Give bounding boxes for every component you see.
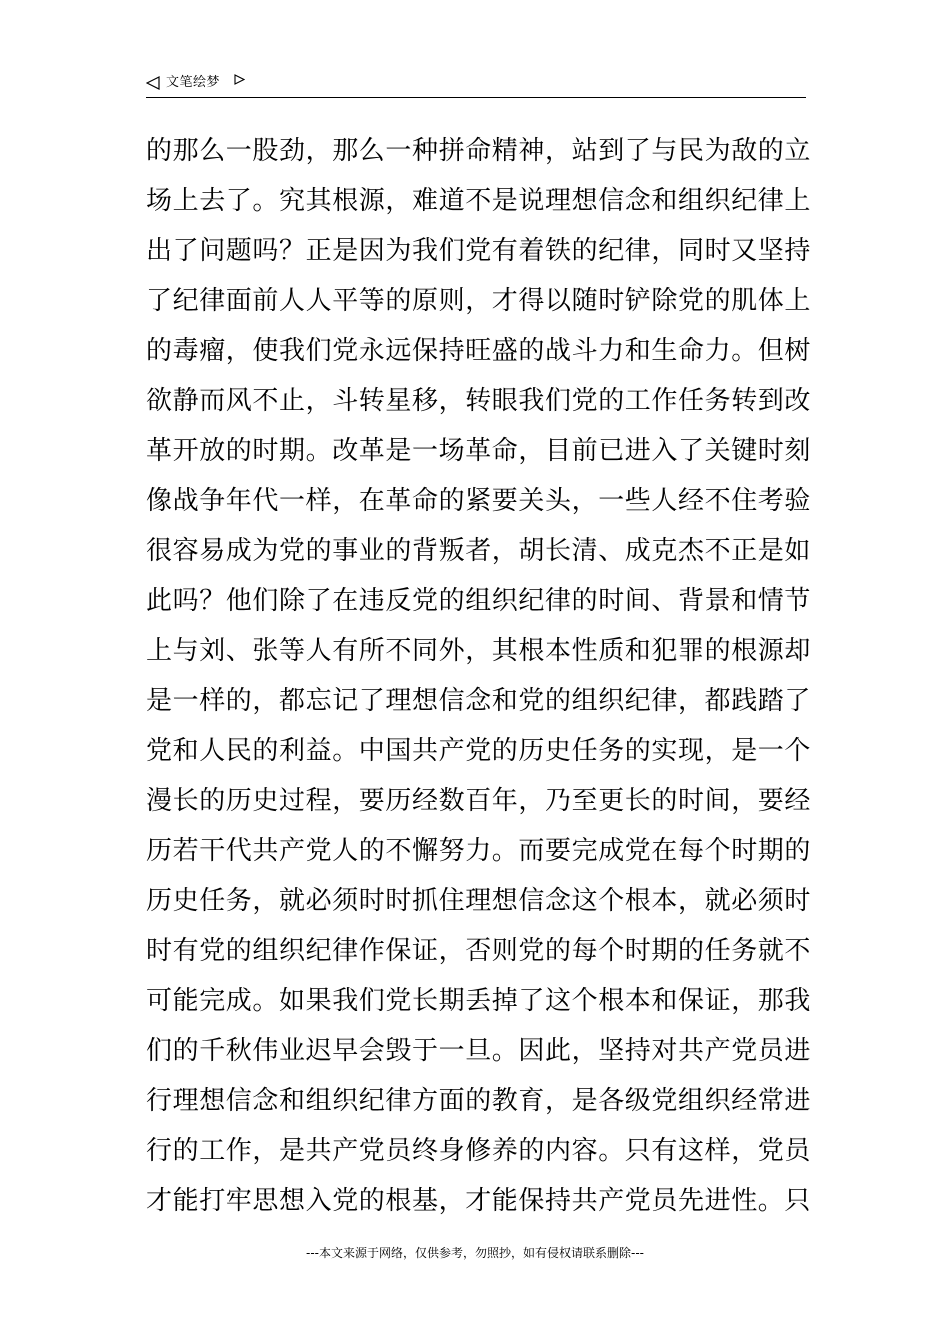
text-line: 的毒瘤，使我们党永远保持旺盛的战斗力和生命力。但树 — [146, 336, 812, 366]
text-line: 的那么一股劲，那么一种拼命精神，站到了与民为敌的立 — [146, 136, 812, 166]
body-text — [146, 126, 816, 1226]
text-line: 场上去了。究其根源，难道不是说理想信念和组织纪律上 — [146, 186, 812, 216]
text-line: 历史任务，就必须时时抓住理想信念这个根本，就必须时 — [146, 886, 812, 916]
text-line: 此吗？他们除了在违反党的组织纪律的时间、背景和情节 — [146, 586, 812, 616]
triangle-left-icon — [146, 76, 160, 90]
text-line: 可能完成。如果我们党长期丢掉了这个根本和保证，那我 — [146, 986, 812, 1016]
text-line: 了纪律面前人人平等的原则，才得以随时铲除党的肌体上 — [146, 286, 812, 316]
text-line: 出了问题吗？正是因为我们党有着铁的纪律，同时又坚持 — [146, 236, 812, 266]
text-line: 们的千秋伟业迟早会毁于一旦。因此，坚持对共产党员进 — [146, 1036, 812, 1066]
text-line: 漫长的历史过程，要历经数百年，乃至更长的时间，要经 — [146, 786, 812, 816]
text-line: 像战争年代一样，在革命的紧要关头，一些人经不住考验 — [146, 486, 812, 516]
page-header — [146, 72, 806, 98]
text-line: 很容易成为党的事业的背叛者，胡长清、成克杰不正是如 — [146, 536, 812, 566]
text-line: 历若干代共产党人的不懈努力。而要完成党在每个时期的 — [146, 836, 812, 866]
triangle-right-icon — [234, 74, 245, 85]
header-brand: 文笔绘梦 — [166, 75, 221, 90]
text-line: 时有党的组织纪律作保证，否则党的每个时期的任务就不 — [146, 936, 812, 966]
text-line: 行理想信念和组织纪律方面的教育，是各级党组织经常进 — [146, 1086, 812, 1116]
text-line: 上与刘、张等人有所不同外，其根本性质和犯罪的根源却 — [146, 636, 812, 666]
text-line: 行的工作，是共产党员终身修养的内容。只有这样，党员 — [146, 1136, 812, 1166]
text-line: 欲静而风不止，斗转星移，转眼我们党的工作任务转到改 — [146, 386, 812, 416]
text-line: 革开放的时期。改革是一场革命，目前已进入了关键时刻 — [146, 436, 812, 466]
page-footer: ---本文来源于网络，仅供参考，勿照抄，如有侵权请联系删除--- — [306, 1246, 644, 1260]
text-line: 党和人民的利益。中国共产党的历史任务的实现，是一个 — [146, 736, 812, 766]
text-line: 才能打牢思想入党的根基，才能保持共产党员先进性。只 — [146, 1186, 812, 1216]
text-line: 是一样的，都忘记了理想信念和党的组织纪律，都践踏了 — [146, 686, 812, 716]
